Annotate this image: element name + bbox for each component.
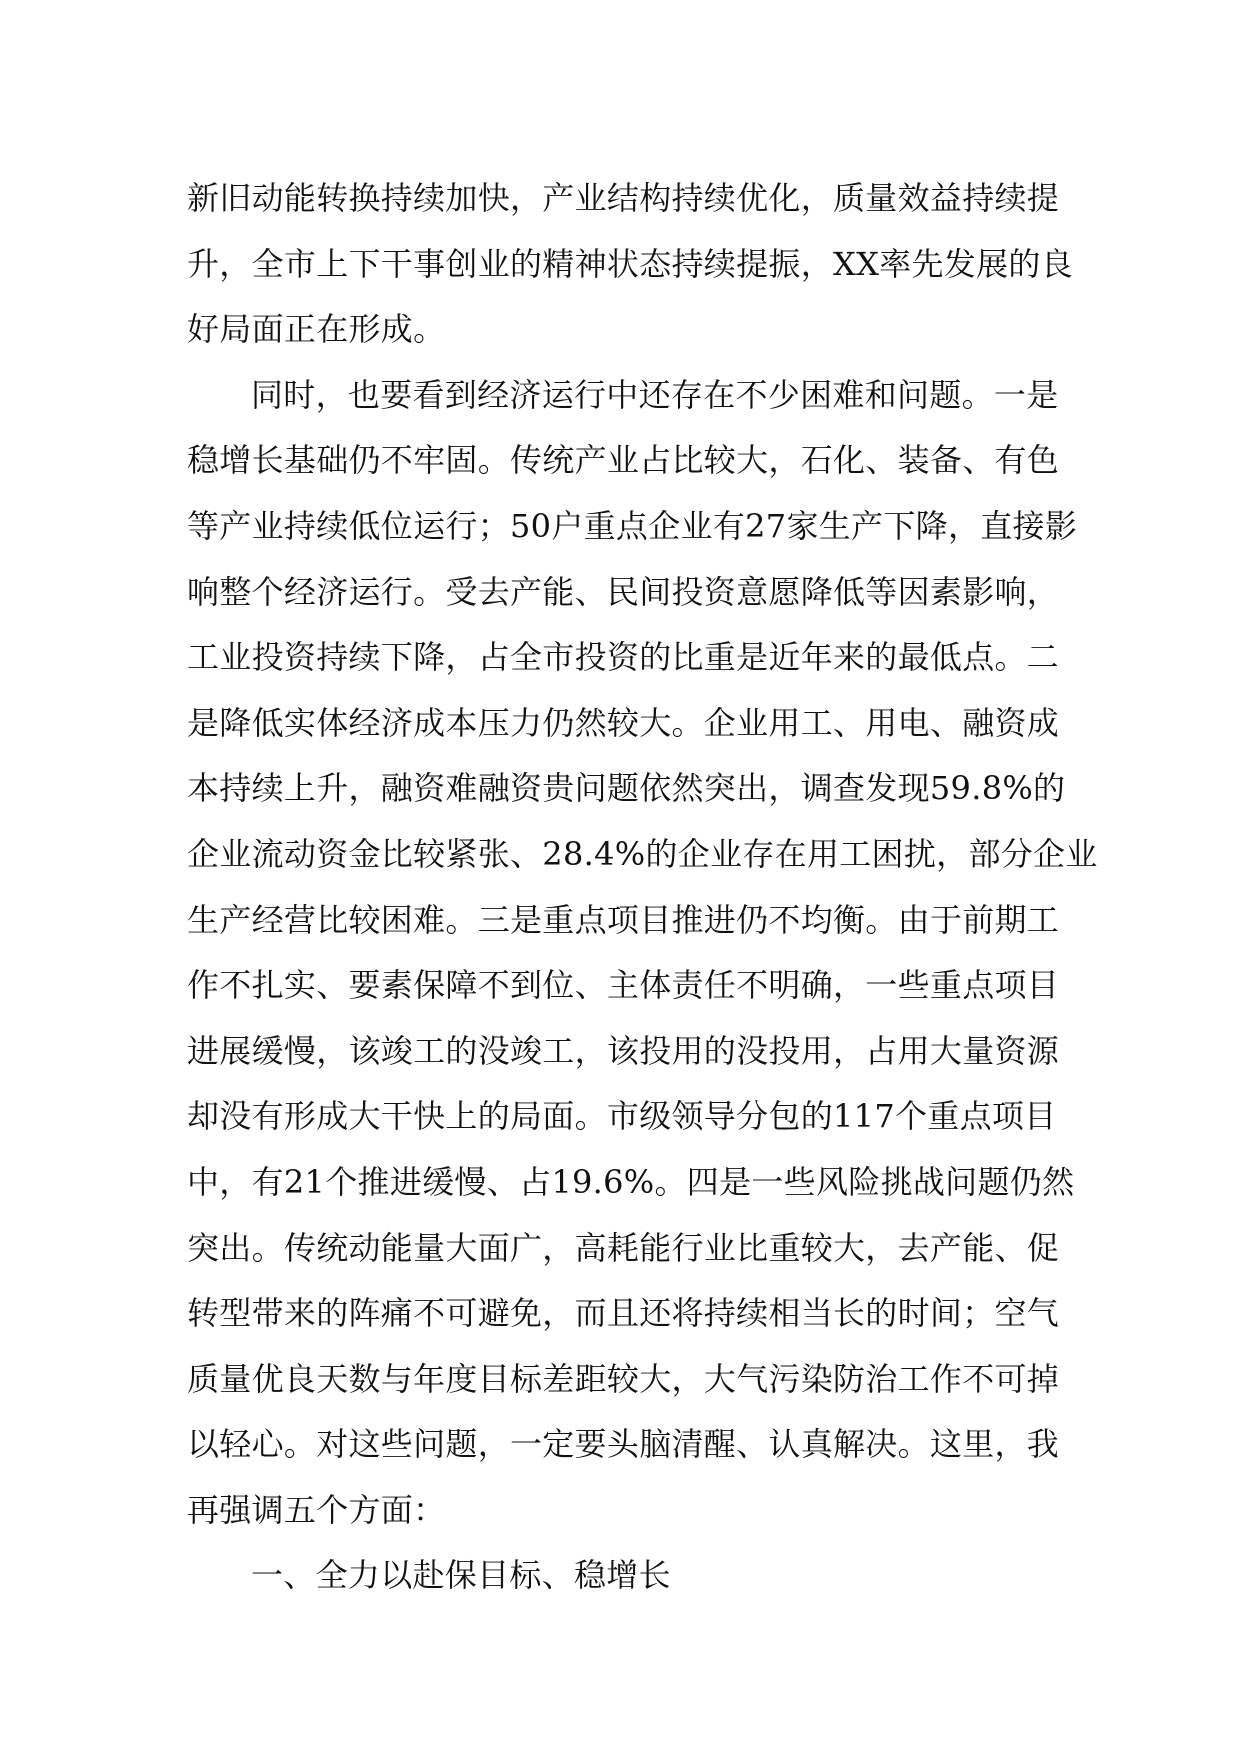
text-line: 是降低实体经济成本压力仍然较大。企业用工、用电、融资成	[187, 703, 1060, 742]
document-body	[187, 166, 1098, 1609]
text-line: 突出。传统动能量大面广，高耗能行业比重较大，去产能、促	[187, 1228, 1060, 1267]
text-line: 升，全市上下干事创业的精神状态持续提振，XX率先发展的良	[187, 244, 1073, 283]
text-line: 新旧动能转换持续加快，产业结构持续优化，质量效益持续提	[187, 179, 1060, 217]
text-line: 生产经营比较困难。三是重点项目推进仍不均衡。由于前期工	[187, 900, 1060, 939]
text-line: 稳增长基础仍不牢固。传统产业占比较大，石化、装备、有色	[187, 441, 1060, 480]
text-line: 同时，也要看到经济运行中还存在不少困难和问题。一是	[251, 375, 1059, 414]
paragraph-new-old-momentum	[187, 166, 1073, 363]
text-line: 等产业持续低位运行；50户重点企业有27家生产下降，直接影	[187, 506, 1078, 545]
text-line: 中，有21个推进缓慢、占19.6%。四是一些风险挑战问题仍然	[187, 1162, 1075, 1201]
text-line: 以轻心。对这些问题，一定要头脑清醒、认真解决。这里，我	[187, 1425, 1060, 1464]
text-line: 进展缓慢，该竣工的没竣工，该投用的没投用，占用大量资源	[187, 1031, 1060, 1070]
text-line: 却没有形成大干快上的局面。市级领导分包的117个重点项目	[187, 1097, 1057, 1136]
text-line: 好局面正在形成。	[187, 310, 446, 349]
section-heading: 一、全力以赴保目标、稳增长	[251, 1556, 671, 1595]
text-line: 工业投资持续下降，占全市投资的比重是近年来的最低点。二	[187, 638, 1060, 677]
text-line: 本持续上升，融资难融资贵问题依然突出，调查发现59.8%的	[187, 769, 1066, 808]
text-line: 企业流动资金比较紧张、28.4%的企业存在用工困扰，部分企业	[187, 834, 1098, 873]
text-line: 转型带来的阵痛不可避免，而且还将持续相当长的时间；空气	[187, 1294, 1060, 1333]
text-line: 作不扎实、要素保障不到位、主体责任不明确，一些重点项目	[187, 966, 1060, 1005]
text-line: 响整个经济运行。受去产能、民间投资意愿降低等因素影响，	[187, 572, 1060, 611]
text-line: 再强调五个方面：	[187, 1490, 446, 1529]
text-line: 质量优良天数与年度目标差距较大，大气污染防治工作不可掉	[187, 1359, 1060, 1398]
paragraph-difficulties-and-problems	[187, 363, 1098, 1544]
